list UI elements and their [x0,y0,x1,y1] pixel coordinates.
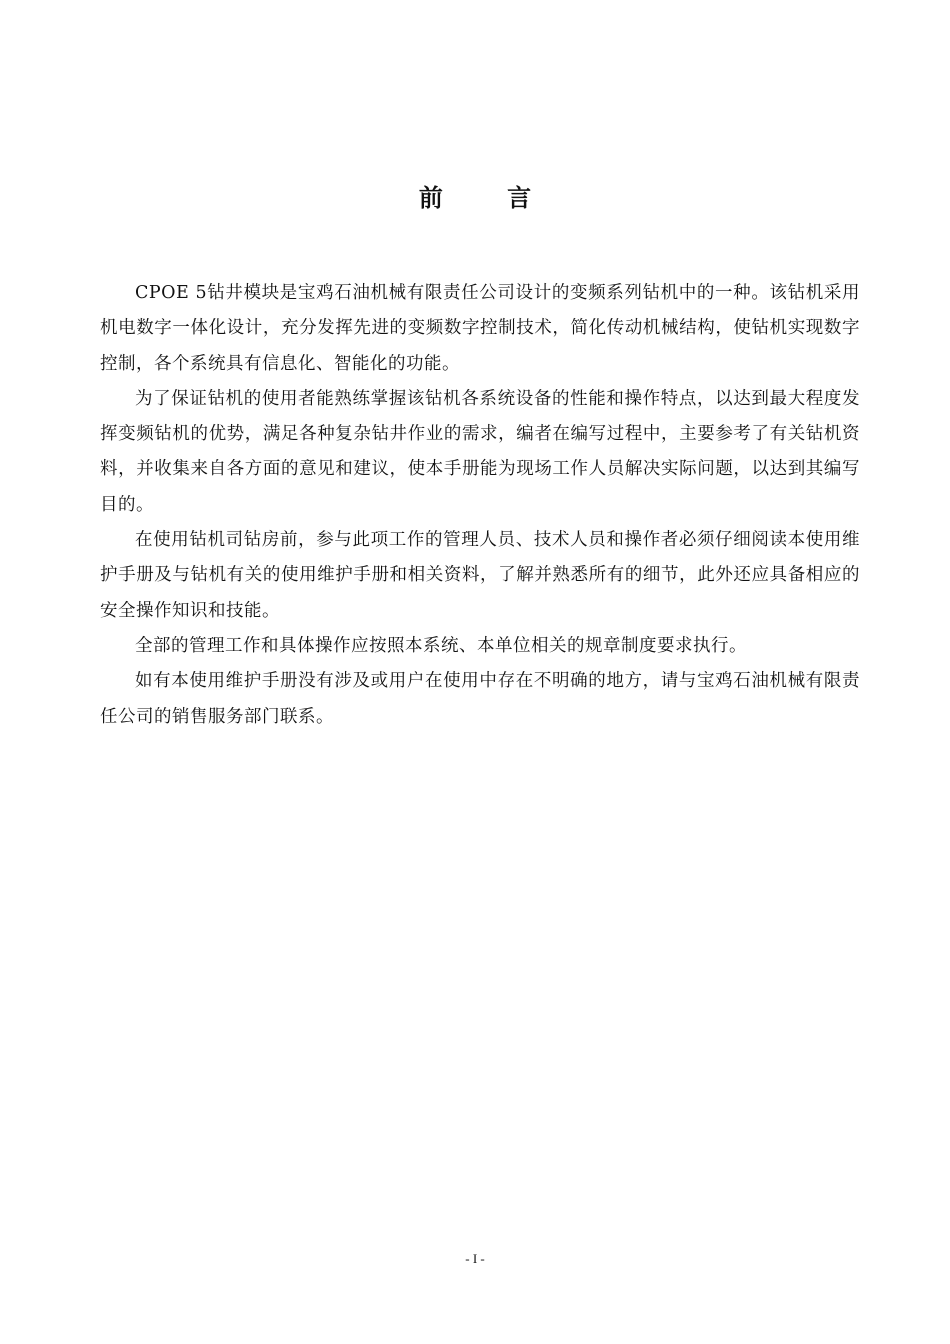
page-number: - I - [465,1251,485,1266]
paragraph-5: 如有本使用维护手册没有涉及或用户在使用中存在不明确的地方，请与宝鸡石油机械有限责任公司的销售服务部门联系。 [100,671,860,727]
paragraph-4: 全部的管理工作和具体操作应按照本系统、本单位相关的规章制度要求执行。 [135,635,747,656]
page-title: 前 言 [418,183,560,212]
paragraph-3: 在使用钻机司钻房前，参与此项工作的管理人员、技术人员和操作者必须仔细阅读本使用维护手册及与钻机有关的使用维护手册和相关资料，了解并熟悉所有的细节，此外还应具备相应的安全操作知识和技能。 [100,530,860,621]
paragraph-1: CPOE 5钻井模块是宝鸡石油机械有限责任公司设计的变频系列钻机中的一种。该钻机采用机电数字一体化设计，充分发挥先进的变频数字控制技术，简化传动机械结构，使钻机实现数字控制，各个系统具有信息化、智能化的功能。 [100,283,860,374]
paragraph-2: 为了保证钻机的使用者能熟练掌握该钻机各系统设备的性能和操作特点，以达到最大程度发挥变频钻机的优势，满足各种复杂钻井作业的需求，编者在编写过程中，主要参考了有关钻机资料，并收集来自各方面的意见和建议，使本手册能为现场工作人员解决实际问题，以达到其编写目的。 [100,388,860,515]
preface-body [100,276,860,735]
